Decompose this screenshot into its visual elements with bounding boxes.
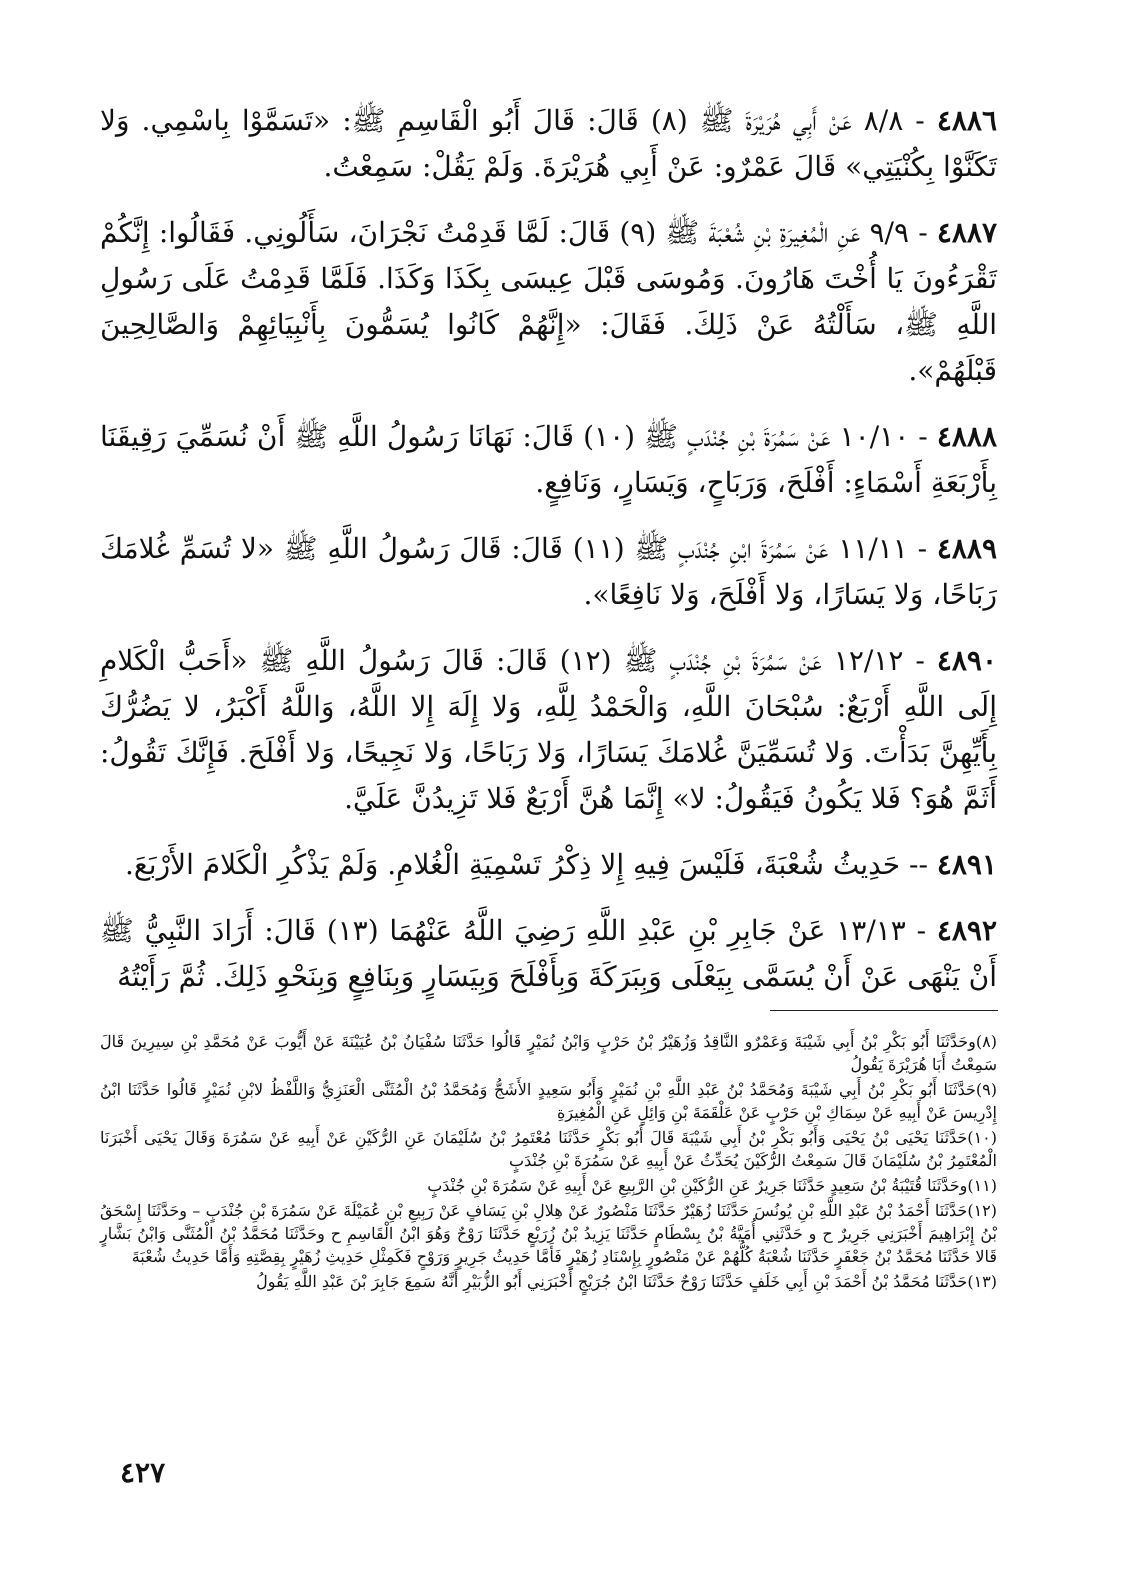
hadith-number: ٤٨٩٠ — [936, 644, 997, 677]
hadith-text: - ٨/٨ عَنْ أَبِي هُرَيْرَةَ ﷺ (٨) قَالَ: قَالَ أَبُو الْقَاسِمِ ﷺ: «تَسَمَّوْا بِاسْمِي. وَلا تَكَنَّوْا بِكُنْيَتِي» قَالَ عَمْرٌو: عَنْ أَبِي هُرَيْرَةَ. وَلَمْ يَقُلْ: سَمِعْتُ. — [100, 104, 997, 183]
hadith-entry — [100, 414, 997, 506]
hadith-text: - ١٣/١٣ عَنْ جَابِرِ بْنِ عَبْدِ اللَّهِ رَضِيَ اللَّهُ عَنْهُمَا (١٣) قَالَ: أَرَادَ النَّبِيُّ ﷺ أَنْ يَنْهَى عَنْ أَنْ يُسَمَّى بِيَعْلَى وَبِبَرَكَةَ وَبِأَفْلَحَ وَبِيَسَارٍ وَبِنَافِعٍ وَبِنَحْوِ ذَلِكَ. ثُمَّ رَأَيْتُهُ — [100, 914, 997, 993]
hadith-text-body — [100, 98, 997, 1020]
footnote: (٩)حَدَّثَنَا أَبُو بَكْرِ بْنُ أَبِي شَيْبَةَ وَمُحَمَّدُ بْنُ عَبْدِ اللَّهِ بْنِ نُمَيْرٍ وَأَبُو سَعِيدٍ الأَشَجُّ وَمُحَمَّدُ بْنُ الْمُثَنَّى الْعَنَزِيُّ وَاللَّفْظُ لابْنِ نُمَيْرٍ قَالُوا حَدَّثَنَا ابْنُ إِدْرِيسَ عَنْ أَبِيهِ عَنْ سِمَاكِ بْنِ حَرْبٍ عَنْ عَلْقَمَةَ بْنِ وَائِلٍ عَنِ الْمُغِيرَةِ — [100, 1080, 997, 1122]
hadith-text: -- حَدِيثُ شُعْبَةَ، فَلَيْسَ فِيهِ إِلا ذِكْرُ تَسْمِيَةِ الْغُلامِ. وَلَمْ يَذْكُرِ الْكَلامَ الأَرْبَعَ. — [124, 848, 928, 881]
footnote: (١٣)حَدَّثَنَا مُحَمَّدُ بْنُ أَحْمَدَ بْنِ أَبِي خَلَفٍ حَدَّثَنَا رَوْحٌ حَدَّثَنَا ابْنُ جُرَيْجٍ أَخْبَرَنِي أَبُو الزُّبَيْرِ أَنَّهُ سَمِعَ جَابِرَ بْنَ عَبْدِ اللَّهِ يَقُولُ — [256, 1272, 997, 1291]
footnote: (١٢)حَدَّثَنَا أَحْمَدُ بْنُ عَبْدِ اللَّهِ بْنِ يُونُسَ حَدَّثَنَا زُهَيْرٌ حَدَّثَنَا مَنْصُورٌ عَنْ هِلالِ بْنِ يَسَافٍ عَنْ رَبِيعِ بْنِ عُمَيْلَةَ عَنْ سَمُرَةَ بْنِ جُنْدَبٍ – وحَدَّثَنَا إِسْحَقُ بْنُ إِبْرَاهِيمَ أَخْبَرَنِي جَرِيرٌ ح و حَدَّثَنِي أُمَيَّةُ بْنُ بِسْطَامٍ حَدَّثَنَا يَزِيدُ بْنُ زُرَيْعٍ حَدَّثَنَا رَوْحٌ وَهُوَ ابْنُ الْقَاسِمِ ح وحَدَّثَنَا مُحَمَّدُ بْنُ الْمُثَنَّى وَابْنُ بَشَّارٍ قَالا حَدَّثَنَا مُحَمَّدُ بْنُ جَعْفَرٍ حَدَّثَنَا شُعْبَةُ كُلُّهُمْ عَنْ مَنْصُورٍ بِإِسْنَادِ زُهَيْرٍ فَأَمَّا حَدِيثُ جَرِيرٍ وَرَوْحٍ فَكَمِثْلِ حَدِيثِ زُهَيْرٍ بِقِصَّتِهِ وَأَمَّا حَدِيثُ شُعْبَةَ — [100, 1201, 997, 1266]
footnotes — [100, 1030, 997, 1295]
footnote-separator — [770, 1010, 998, 1011]
hadith-entry — [100, 210, 997, 394]
hadith-entry — [100, 526, 997, 618]
hadith-number: ٤٨٨٩ — [936, 532, 997, 565]
hadith-text: - ٩/٩ عَنِ الْمُغِيرَةِ بْنِ شُعْبَةَ ﷺ (٩) قَالَ: لَمَّا قَدِمْتُ نَجْرَانَ، سَأَلُونِي. فَقَالُوا: إِنَّكُمْ تَقْرَءُونَ يَا أُخْتَ هَارُونَ. وَمُوسَى قَبْلَ عِيسَى بِكَذَا وَكَذَا. فَلَمَّا قَدِمْتُ عَلَى رَسُولِ اللَّهِ ﷺ، سَأَلْتُهُ عَنْ ذَلِكَ. فَقَالَ: «إِنَّهُمْ كَانُوا يُسَمُّونَ بِأَنْبِيَائِهِمْ وَالصَّالِحِينَ قَبْلَهُمْ». — [100, 216, 997, 387]
footnote: (٨)وحَدَّثَنَا أَبُو بَكْرِ بْنُ أَبِي شَيْبَةَ وَعَمْرٌو النَّاقِدُ وَزُهَيْرُ بْنُ حَرْبٍ وَابْنُ نُمَيْرٍ قَالُوا حَدَّثَنَا سُفْيَانُ بْنُ عُيَيْنَةَ عَنْ أَيُّوبَ عَنْ مُحَمَّدِ بْنِ سِيرِينَ قَالَ سَمِعْتُ أَبَا هُرَيْرَةَ يَقُولُ — [100, 1032, 997, 1074]
hadith-number: ٤٨٩٢ — [936, 914, 997, 947]
hadith-entry — [100, 98, 997, 190]
hadith-entry — [100, 638, 997, 822]
hadith-text: - ١٠/١٠ عَنْ سَمُرَةَ بْنِ جُنْدَبٍ ﷺ (١٠) قَالَ: نَهَانَا رَسُولُ اللَّهِ ﷺ أَنْ نُسَمِّيَ رَقِيقَنَا بِأَرْبَعَةِ أَسْمَاءٍ: أَفْلَحَ، وَرَبَاحٍ، وَيَسَارٍ، وَنَافِعٍ. — [100, 420, 997, 499]
hadith-text: - ١١/١١ عَنْ سَمُرَةَ ابْنِ جُنْدَبٍ ﷺ (١١) قَالَ: قَالَ رَسُولُ اللَّهِ ﷺ «لا تُسَمِّ غُلامَكَ رَبَاحًا، وَلا يَسَارًا، وَلا أَفْلَحَ، وَلا نَافِعًا». — [100, 532, 997, 611]
hadith-entry — [100, 908, 997, 1000]
footnote: (١٠)حَدَّثَنَا يَحْيَى بْنُ يَحْيَى وَأَبُو بَكْرِ بْنُ أَبِي شَيْبَةَ قَالَ أَبُو بَكْرٍ حَدَّثَنَا مُعْتَمِرُ بْنُ سُلَيْمَانَ عَنِ الرُّكَيْنِ عَنْ أَبِيهِ عَنْ سَمُرَةَ وَقَالَ يَحْيَى أَخْبَرَنَا الْمُعْتَمِرُ بْنُ سُلَيْمَانَ قَالَ سَمِعْتُ الرُّكَيْنَ يُحَدِّثُ عَنْ أَبِيهِ عَنْ سَمُرَةَ بْنِ جُنْدَبٍ — [100, 1128, 997, 1170]
hadith-number: ٤٨٨٨ — [936, 420, 997, 453]
page-number: ٤٢٧ — [120, 1456, 166, 1489]
footnote: (١١)وحَدَّثَنَا قُتَيْبَةُ بْنُ سَعِيدٍ حَدَّثَنَا جَرِيرٌ عَنِ الرُّكَيْنِ بْنِ الرَّبِيعِ عَنْ أَبِيهِ عَنْ سَمُرَةَ بْنِ جُنْدَبٍ — [427, 1176, 997, 1195]
hadith-number: ٤٨٨٦ — [936, 104, 997, 137]
hadith-number: ٤٨٩١ — [936, 848, 997, 881]
hadith-number: ٤٨٨٧ — [936, 216, 997, 249]
hadith-text: - ١٢/١٢ عَنْ سَمُرَةَ بْنِ جُنْدَبٍ ﷺ (١٢) قَالَ: قَالَ رَسُولُ اللَّهِ ﷺ «أَحَبُّ الْكَلامِ إِلَى اللَّهِ أَرْبَعٌ: سُبْحَانَ اللَّهِ، وَالْحَمْدُ لِلَّهِ، وَلا إِلَهَ إِلا اللَّهُ، وَاللَّهُ أَكْبَرُ، لا يَضُرُّكَ بِأَيِّهِنَّ بَدَأْتَ. وَلا تُسَمِّيَنَّ غُلامَكَ يَسَارًا، وَلا رَبَاحًا، وَلا نَجِيحًا، وَلا أَفْلَحَ. فَإِنَّكَ تَقُولُ: أَثَمَّ هُوَ؟ فَلا يَكُونُ فَيَقُولُ: لا» إِنَّمَا هُنَّ أَرْبَعٌ فَلا تَزِيدُنَّ عَلَيَّ. — [100, 644, 997, 815]
hadith-entry — [100, 842, 997, 888]
